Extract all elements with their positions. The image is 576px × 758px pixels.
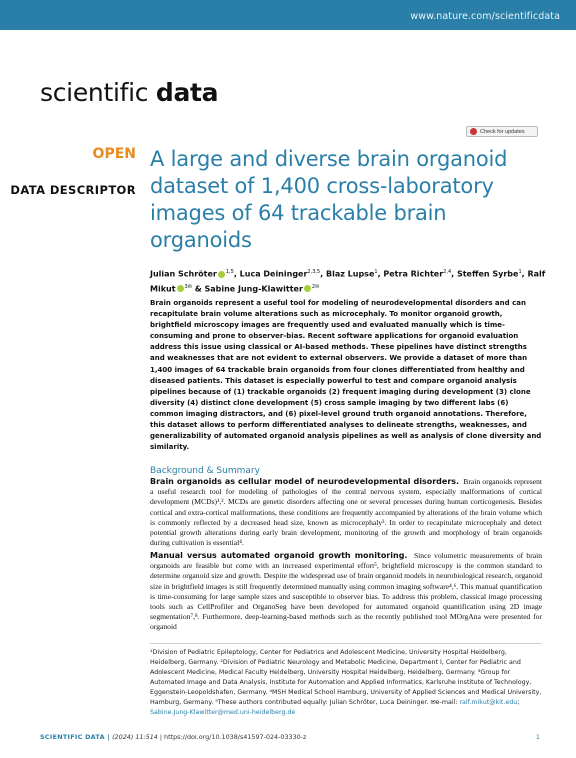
author-affiliation-sup: 1	[374, 269, 378, 275]
affiliations	[150, 648, 542, 718]
abstract: Brain organoids represent a useful tool for modeling of neurodevelopmental disorders and can recapitulate brain volume alterations such as microcephaly. To monitor organoid growth, brightfield microscopy images are frequently used and evaluated manually which is time-consuming and prone to observer-bias. Recent software applications for organoid evaluation address this issue using classical or AI-based methods. These pipelines have distinct strengths and weaknesses that are not evident to external observers. We provide a dataset of more than 1,400 images of 64 trackable brain organoids from four clones differentiated from healthy and diseased patients. This dataset is especially powerful to test and compare organoid analysis pipelines because of (1) trackable organoids (2) frequent imaging during development (3) clone diversity (4) distinct clone development (5) cross sample imaging by two different labs (6) common imaging distractors, and (6) pixel-level ground truth organoid annotations. Therefore, this dataset allows to perform differentiated analyses to delineate strengths, weaknesses, and generalizability of automated organoid analysis pipelines as well as analysis of clone diversity and similarity.	[150, 299, 542, 452]
body-paragraph	[150, 551, 542, 633]
author-name[interactable]: Ralf Mikut	[150, 269, 546, 294]
paragraph-runin-heading: Manual versus automated organoid growth monitoring.	[150, 551, 408, 560]
author-name[interactable]: Luca Deininger	[239, 269, 308, 279]
footer-citation: (2024) 11:514	[112, 733, 158, 741]
affiliations-text: ¹Division of Pediatric Epileptology, Center for Pediatrics and Adolescent Medicine, University Hospital Heidelberg, Heidelberg, Germany. ²Division of Pediatric Neurology and Metabolic Medicine, Department I, Center for Pediatric and Adolescent Medicine, Medical Faculty Heidelberg, University Hospital Heidelberg, Heidelberg, Germany. ³Group for Automated Image and Data Analysis, Institute for Automation and Applied Informatics, Karlsruhe Institute of Technology, Eggenstein-Leopoldshafen, Germany. ⁴MSH Medical School Hamburg, University of Applied Sciences and Medical University, Hamburg, Germany. ⁵These authors contributed equally: Julian Schröter, Luca Deininger.	[150, 649, 542, 706]
email-link-jung-klawitter[interactable]: Sabine.Jung-Klawitter@med.uni-heidelberg.de	[150, 709, 296, 716]
page-footer	[40, 733, 540, 743]
body-paragraph	[150, 477, 542, 548]
paragraph-runin-heading: Brain organoids as cellular model of neurodevelopmental disorders.	[150, 477, 460, 486]
footer-journal-name: SCIENTIFIC DATA |	[40, 733, 111, 741]
paragraph-text: Since volumetric measurements of brain organoids are feasible but come with an increased experimental effort⁵, brightfield microscopy is the common standard to determine organoid size and growth. Despite the widespread use of brain organoid models in neurobiological research, organoid size in brightfield images is still frequently determined manually using common imaging software⁴,⁶. This manual quantification is time-consuming for large sample sizes and susceptible to observer bias. To address this problem, classical image processing tools such as CellProfiler and OrganoSeg have been developed for automated organoid quantification using 2D image segmentation⁷,⁸. Furthermore, deep-learning-based methods such as the recently published tool MOrgAna were presented for organoid	[150, 551, 543, 632]
divider	[150, 643, 542, 644]
orcid-icon[interactable]	[304, 285, 311, 292]
author-name[interactable]: Steffen Syrbe	[456, 269, 519, 279]
footer-doi-link[interactable]: | https://doi.org/10.1038/s41597-024-03330-z	[159, 733, 307, 741]
author-name[interactable]: Petra Richter	[383, 269, 444, 279]
journal-logo[interactable]	[40, 78, 218, 107]
author-affiliation-sup: 2✉	[311, 283, 320, 290]
email-prefix: ✉e-mail:	[430, 699, 460, 706]
article-type-label: DATA DESCRIPTOR	[10, 183, 136, 197]
email-link-mikut[interactable]: ralf.mikut@kit.edu	[459, 699, 518, 706]
journal-name-bold: data	[155, 78, 219, 107]
journal-url-link[interactable]: www.nature.com/scientificdata	[410, 11, 560, 22]
article-title: A large and diverse brain organoid dataset of 1,400 cross-laboratory images of 64 trackable brain organoids	[150, 147, 508, 252]
header-bar	[0, 0, 576, 30]
author-affiliation-sup: 1,5	[225, 269, 234, 275]
update-icon	[470, 128, 477, 135]
author-affiliation-sup: 1	[518, 269, 522, 275]
author-affiliation-sup: 3✉	[184, 283, 192, 290]
journal-name-light: scientific	[40, 78, 149, 107]
author-name[interactable]: Sabine Jung-Klawitter	[204, 284, 303, 294]
section-heading-background: Background & Summary	[150, 466, 260, 476]
orcid-icon[interactable]	[177, 285, 184, 292]
page-number: 1	[535, 733, 540, 741]
author-name[interactable]: Blaz Lupse	[325, 269, 375, 279]
open-access-label: OPEN	[92, 146, 136, 162]
check-updates-button[interactable]	[466, 126, 538, 137]
orcid-icon[interactable]	[218, 271, 225, 278]
paragraph-text: Brain organoids represent a useful research tool for modeling of pathologies of the central nervous system, especially malformations of cortical development (MCDs)¹,². MCDs are genetic disorders affecting one or several processes during human corticogenesis. Besides cortical and extra-cortical malformations, these conditions are frequently accompanied by alterations of the brain volume which is commonly reflected by a decreased head size, known as microcephaly³. In order to recapitulate microcephaly and detect potential growth alterations during early brain development, monitoring of the growth and morphology of brain organoids during cultivation is essential⁴.	[150, 477, 543, 548]
author-affiliation-sup: 2,4	[443, 269, 452, 275]
author-name[interactable]: Julian Schröter	[150, 269, 217, 279]
check-updates-label: Check for updates	[480, 128, 525, 135]
author-affiliation-sup: 2,3,5	[307, 269, 321, 275]
author-list: Julian Schröter $^{1,5}$, Luca Deininger$^{2,3,5}$, Blaz Lupse$^1$, Petra Richter$^{2,4}$, Steffen Syrbe$^1$, Ralf Mikut $^{3✉}$ & Sabine Jung-Klawitter $^{2✉}$	[150, 269, 546, 294]
email-separator: ;	[517, 699, 520, 706]
